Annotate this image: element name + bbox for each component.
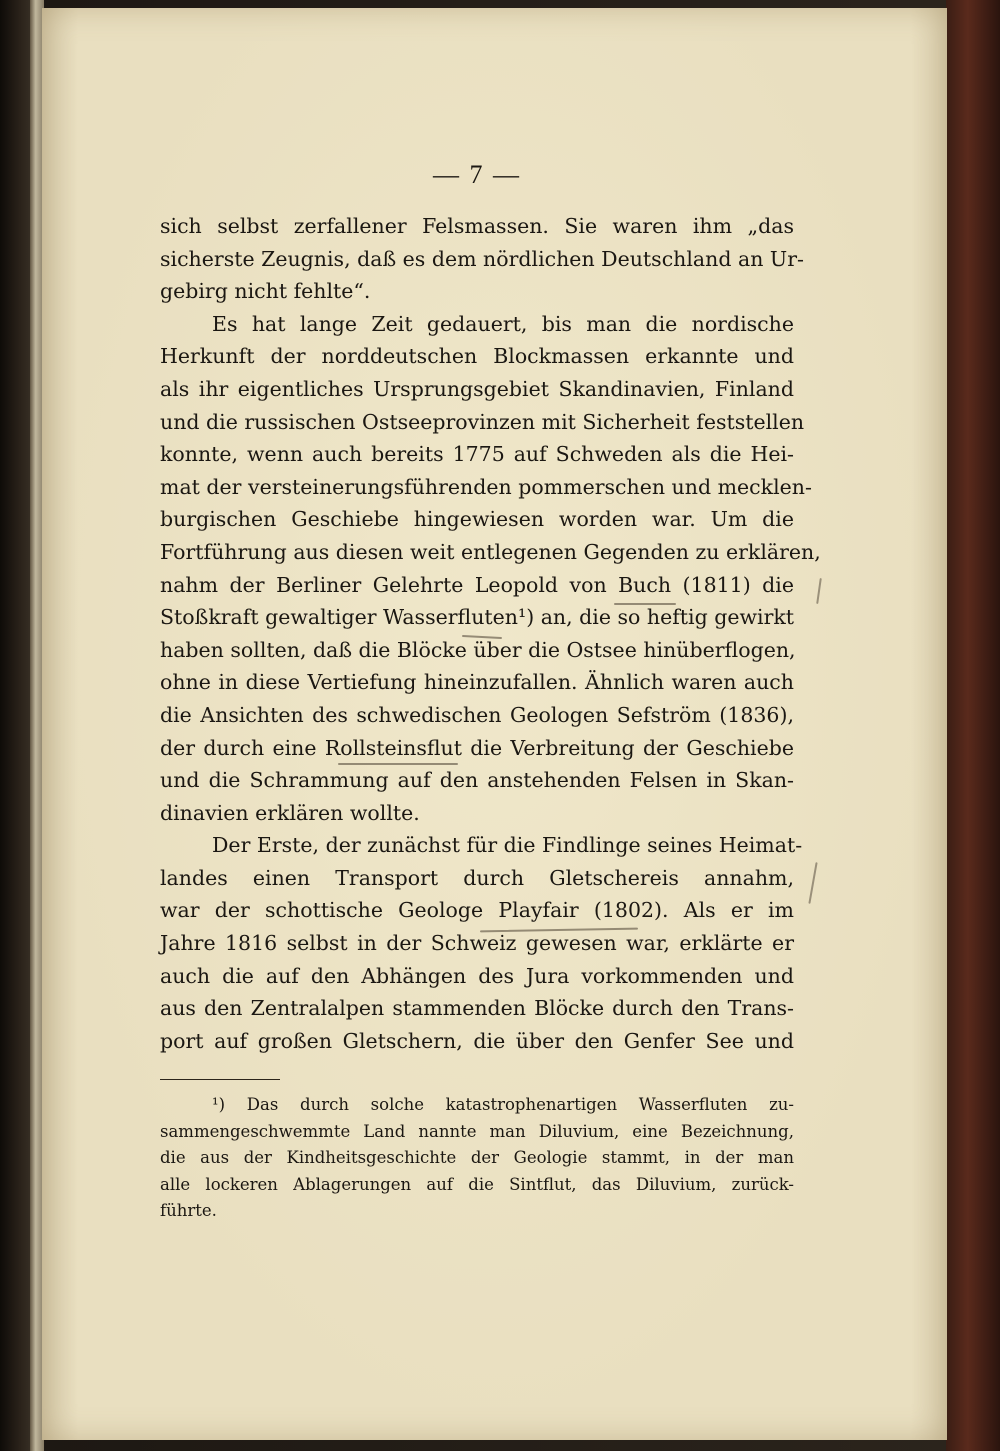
text-line: Herkunft der norddeutschen Blockmassen erkannte und	[160, 344, 794, 369]
text-line: und die Schrammung auf den anstehenden Felsen in Skan-	[160, 768, 794, 793]
text-line: sich selbst zerfallener Felsmassen. Sie waren ihm „das	[160, 214, 794, 238]
main-text	[160, 210, 821, 1057]
pencil-underline	[338, 763, 458, 765]
text-line: Der Erste, der zunächst für die Findlinge seines Heimat-	[212, 833, 803, 858]
pencil-underline	[614, 603, 676, 605]
footnote-separator	[160, 1079, 280, 1080]
text-line: als ihr eigentliches Ursprungsgebiet Skandinavien, Finland	[160, 376, 794, 401]
text-line: dinavien erklären wollte.	[160, 800, 420, 825]
text-line: war der schottische Geologe Playfair (1802). Als er im	[160, 898, 794, 923]
text-line: ohne in diese Vertiefung hineinzufallen. Ähnlich waren auch	[160, 670, 794, 695]
text-line: sicherste Zeugnis, daß es dem nördlichen Deutschland an Ur-	[160, 246, 804, 271]
text-line: mat der versteinerungsführenden pommerschen und mecklen-	[160, 474, 812, 499]
footnote-line: die aus der Kindheitsgeschichte der Geologie stammt, in der man	[160, 1148, 794, 1167]
footnote-line: sammengeschwemmte Land nannte man Diluvium, eine Bezeichnung,	[160, 1121, 794, 1141]
text-line: Es hat lange Zeit gedauert, bis man die nordische	[212, 311, 794, 336]
text-line: konnte, wenn auch bereits 1775 auf Schweden als die Hei-	[160, 442, 794, 467]
text-line: die Ansichten des schwedischen Geologen Sefström (1836),	[160, 702, 794, 727]
text-line: Jahre 1816 selbst in der Schweiz gewesen war, erklärte er	[160, 931, 794, 956]
page-number: — 7 —	[433, 160, 521, 189]
text-line: port auf großen Gletschern, die über den Genfer See und	[160, 1028, 794, 1053]
footnote-line: ¹) Das durch solche katastrophenartigen Wasserfluten zu-	[212, 1095, 794, 1114]
footnote-line: alle lockeren Ablagerungen auf die Sintflut, das Diluvium, zurück-	[160, 1174, 794, 1194]
text-line: auch die auf den Abhängen des Jura vorkommenden und	[160, 963, 794, 988]
text-line: Fortführung aus diesen weit entlegenen Gegenden zu erklären,	[160, 539, 821, 564]
text-line: und die russischen Ostseeprovinzen mit Sicherheit feststellen	[160, 409, 805, 434]
footnote-line: führte.	[160, 1201, 217, 1220]
text-line: nahm der Berliner Gelehrte Leopold von Buch (1811) die	[160, 572, 794, 597]
text-line: haben sollten, daß die Blöcke über die Ostsee hinüberflogen,	[160, 637, 796, 662]
text-line: aus den Zentralalpen stammenden Blöcke durch den Trans-	[160, 996, 794, 1021]
text-line: der durch eine Rollsteinsflut die Verbreitung der Geschiebe	[160, 735, 794, 760]
book-cover-edge	[946, 0, 1000, 1451]
footnote	[160, 1092, 794, 1225]
text-line: gebirg nicht fehlte“.	[160, 279, 371, 304]
text-line: burgischen Geschiebe hingewiesen worden war. Um die	[160, 507, 794, 532]
text-line: Stoßkraft gewaltiger Wasserfluten¹) an, die so heftig gewirkt	[160, 605, 795, 630]
text-line: landes einen Transport durch Gletschereis annahm,	[160, 865, 794, 890]
